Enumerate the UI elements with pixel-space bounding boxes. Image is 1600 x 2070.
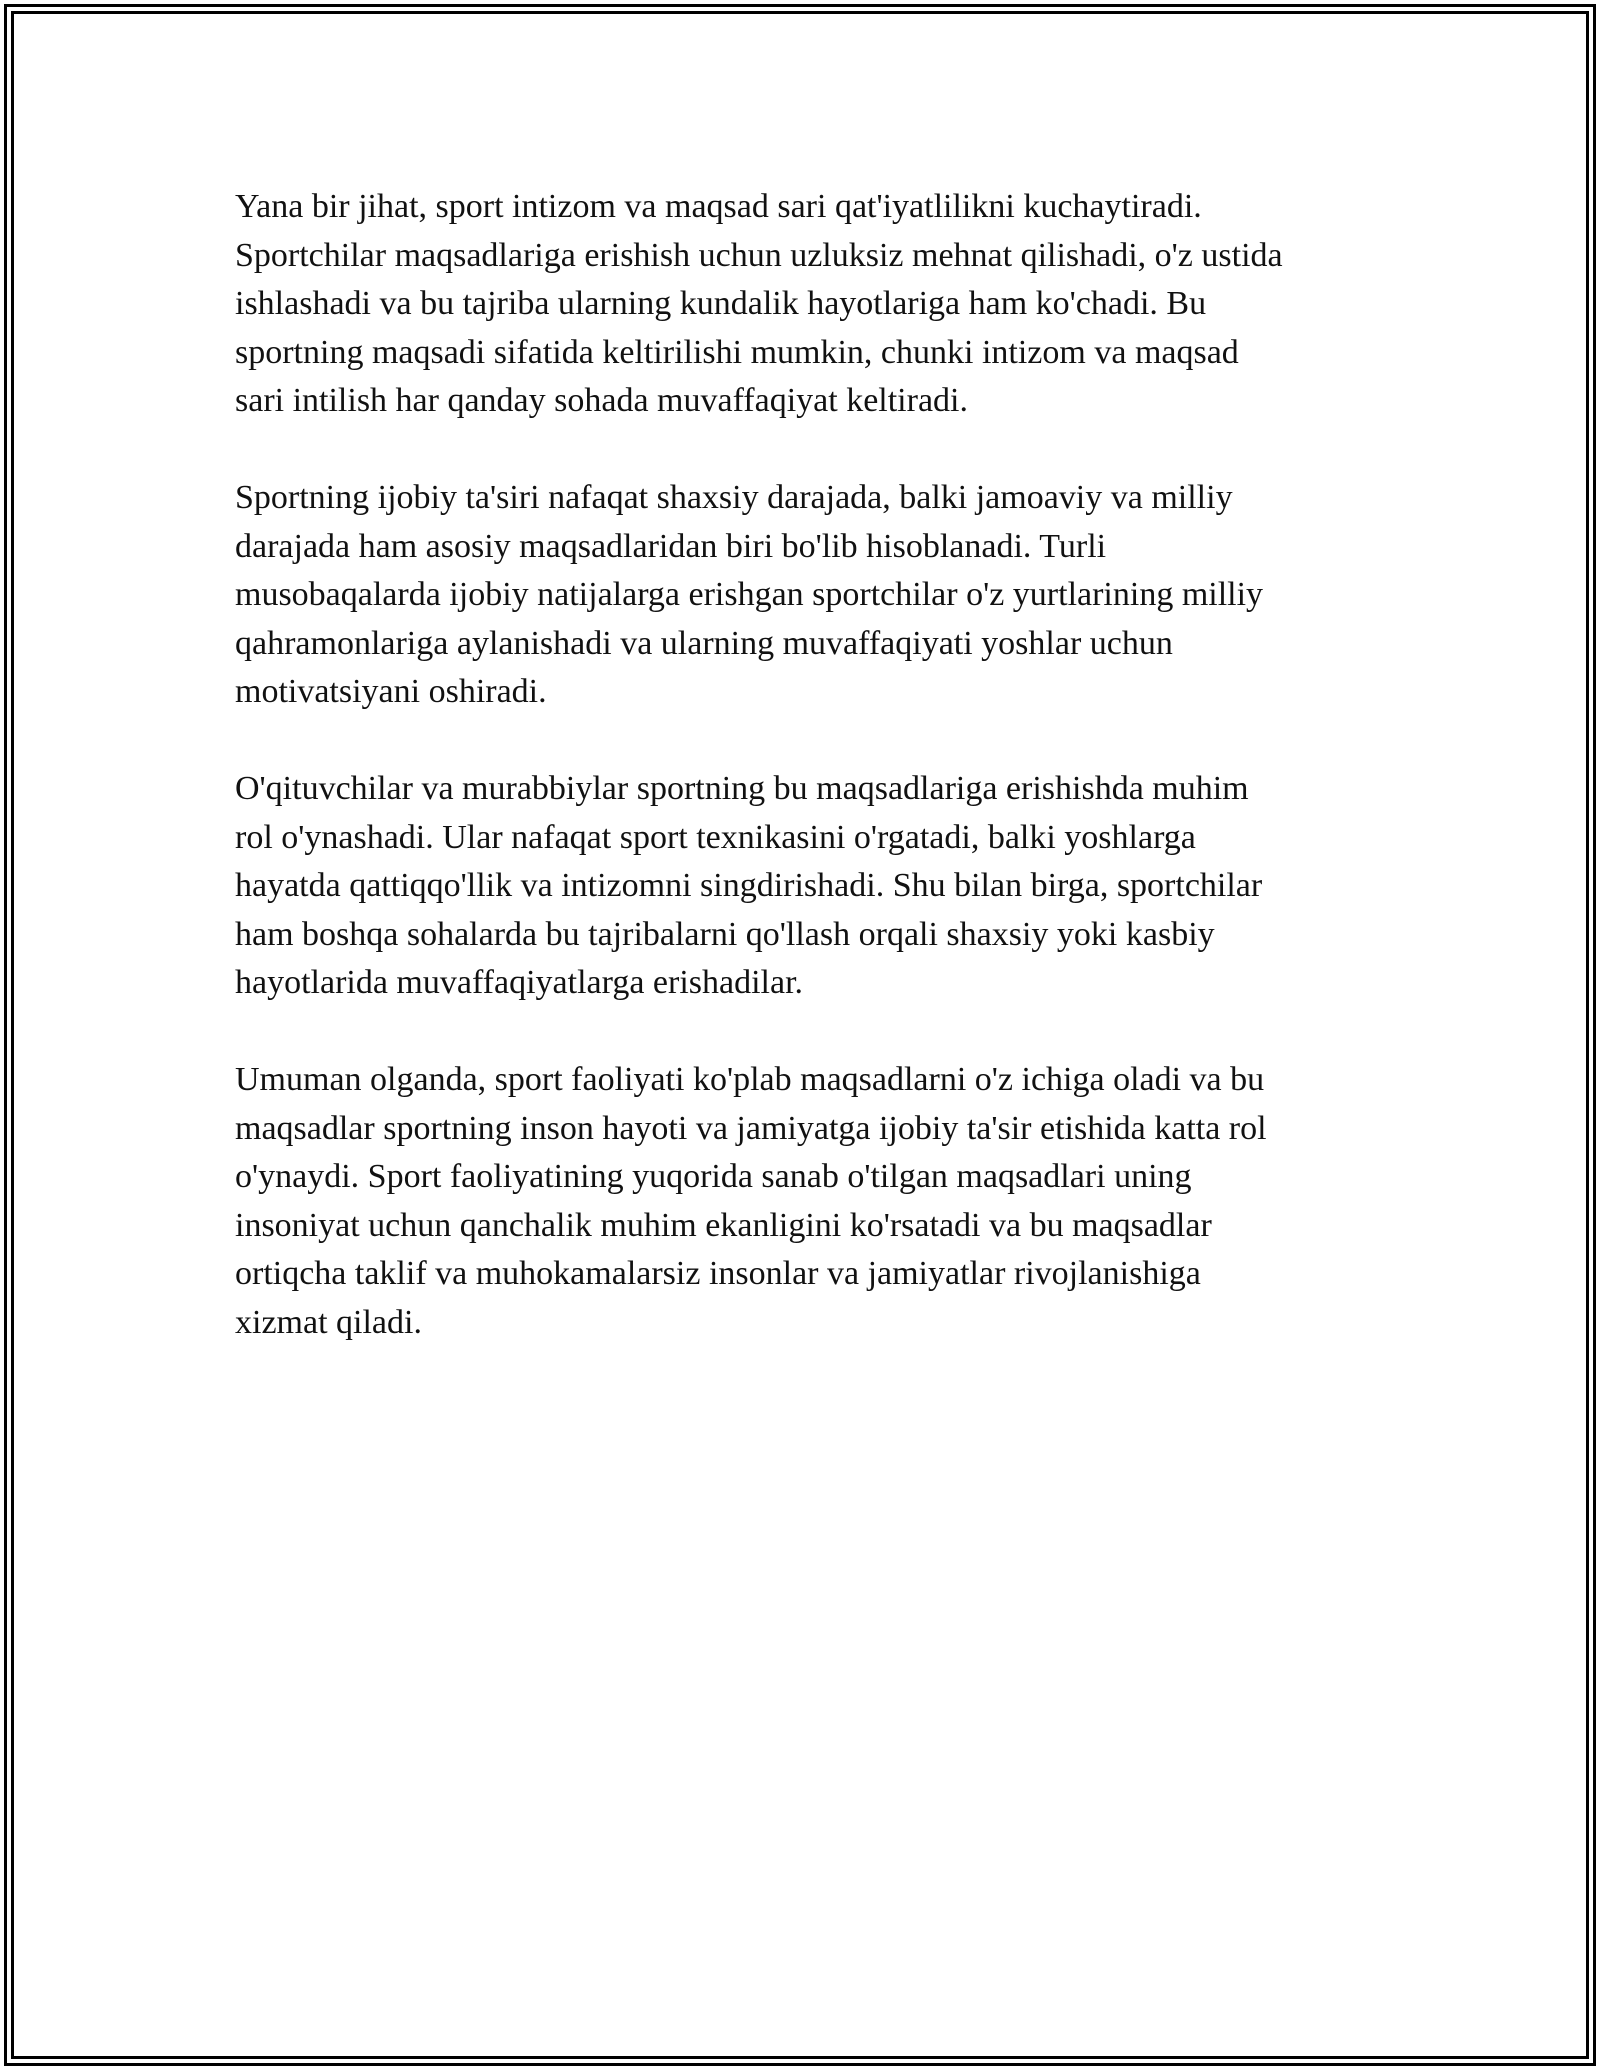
text-line: Umuman olganda, sport faoliyati ko'plab maqsadlarni o'z ichiga oladi va bu [235, 1061, 1265, 1098]
text-line: Sportchilar maqsadlariga erishish uchun uzluksiz mehnat qilishadi, o'z ustida [235, 236, 1283, 274]
text-line: maqsadlar sportning inson hayoti va jamiyatga ijobiy ta'sir etishida katta rol [235, 1109, 1267, 1147]
text-line: Yana bir jihat, sport intizom va maqsad sari qat'iyatlilikni kuchaytiradi. [235, 188, 1202, 225]
text-line: sari intilish har qanday sohada muvaffaqiyat keltiradi. [235, 382, 968, 419]
paragraph [235, 474, 1385, 717]
text-line: hayotlarida muvaffaqiyatlarga erishadilar. [235, 964, 804, 1001]
document-body [235, 183, 1385, 1396]
text-line: O'qituvchilar va murabbiylar sportning bu maqsadlariga erishishda muhim [235, 770, 1249, 807]
text-line: ishlashadi va bu tajriba ularning kundalik hayotlariga ham ko'chadi. Bu [235, 285, 1207, 322]
text-line: ham boshqa sohalarda bu tajribalarni qo'llash orqali shaxsiy yoki kasbiy [235, 915, 1215, 953]
text-line: ortiqcha taklif va muhokamalarsiz insonlar va jamiyatlar rivojlanishiga [235, 1255, 1201, 1292]
text-line: Sportning ijobiy ta'siri nafaqat shaxsiy darajada, balki jamoaviy va milliy [235, 479, 1233, 516]
text-line: hayatda qattiqqo'llik va intizomni singdirishadi. Shu bilan birga, sportchilar [235, 867, 1263, 904]
paragraph [235, 183, 1385, 426]
text-line: rol o'ynashadi. Ular nafaqat sport texnikasini o'rgatadi, balki yoshlarga [235, 818, 1196, 856]
text-line: insoniyat uchun qanchalik muhim ekanligini ko'rsatadi va bu maqsadlar [235, 1206, 1212, 1244]
text-line: o'ynaydi. Sport faoliyatining yuqorida sanab o'tilgan maqsadlari uning [235, 1158, 1192, 1195]
paragraph [235, 1056, 1385, 1347]
text-line: sportning maqsadi sifatida keltirilishi mumkin, chunki intizom va maqsad [235, 333, 1239, 371]
paragraph [235, 765, 1385, 1008]
text-line: qahramonlariga aylanishadi va ularning muvaffaqiyati yoshlar uchun [235, 624, 1173, 662]
text-line: darajada ham asosiy maqsadlaridan biri bo'lib hisoblanadi. Turli [235, 527, 1107, 565]
text-line: motivatsiyani oshiradi. [235, 673, 547, 710]
text-line: xizmat qiladi. [235, 1303, 422, 1341]
text-line: musobaqalarda ijobiy natijalarga erishgan sportchilar o'z yurtlarining milliy [235, 576, 1264, 613]
